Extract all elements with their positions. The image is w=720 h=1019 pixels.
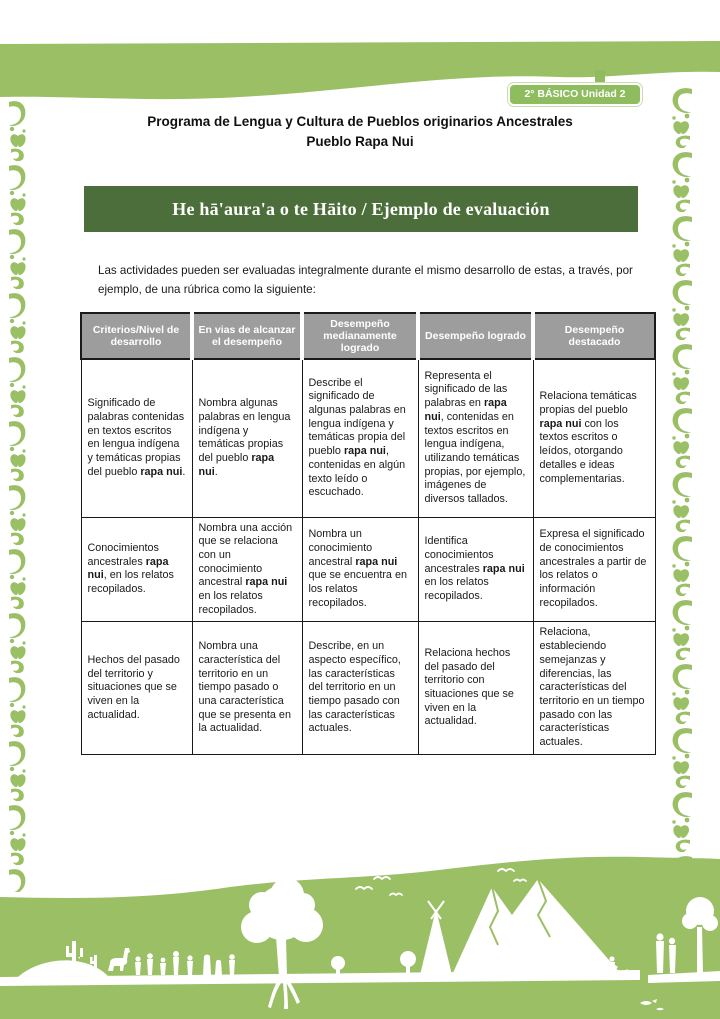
- rubric-cell: Identifica conocimientos ancestrales rapa nui en los relatos recopilados.: [418, 517, 533, 622]
- rubric-cell: Significado de palabras contenidas en textos escritos en lengua indígena y temáticas propias del pueblo rapa nui.: [81, 359, 192, 517]
- title-line-2: Pueblo Rapa Nui: [306, 134, 414, 149]
- intro-paragraph: Las actividades pueden ser evaluadas integralmente durante el mismo desarrollo de estas, a través, por ejemplo, de una rúbrica como la siguiente:: [98, 264, 633, 296]
- rubric-cell: Nombra algunas palabras en lengua indígena y temáticas propias del pueblo rapa nui.: [192, 359, 302, 517]
- rubric-header-en-vias: En vias de alcanzar el desempeño: [192, 313, 302, 359]
- rubric-header-logrado: Desempeño logrado: [418, 313, 533, 359]
- table-row: [81, 359, 655, 517]
- rubric-cell: Representa el significado de las palabras en rapa nui, contenidas en textos escritos en lengua indígena, utilizando temáticas propias, por ejemplo, imágenes de diversos tallados.: [418, 359, 533, 517]
- title-line-1: Programa de Lengua y Cultura de Pueblos originarios Ancestrales: [147, 114, 573, 129]
- rubric-cell: Expresa el significado de conocimientos ancestrales a partir de los relatos o información recopilados.: [533, 517, 655, 622]
- rubric-header-criteria: Criterios/Nivel de desarrollo: [81, 313, 192, 359]
- rapa-nui-pattern-right-icon: [667, 85, 695, 875]
- section-banner: He hā'aura'a o te Hāito / Ejemplo de evaluación: [84, 186, 638, 232]
- rubric-cell: Nombra una acción que se relaciona con un conocimiento ancestral rapa nui en los relatos recopilados.: [192, 517, 302, 622]
- rubric-cell: Describe el significado de algunas palabras en lengua indígena y temáticas propia del pueblo rapa nui, contenidas en algún texto leído o escuchado.: [302, 359, 418, 517]
- rubric-cell: Nombra una característica del territorio en un tiempo pasado o una característica que se presenta en la actualidad.: [192, 622, 302, 754]
- table-row: [81, 517, 655, 622]
- footer-landscape-illustration: [0, 853, 720, 1019]
- rubric-cell: Describe, en un aspecto específico, las características del territorio en un tiempo pasado con las características actuales.: [302, 622, 418, 754]
- rubric-header-row: [81, 313, 655, 359]
- rubric-table: [80, 312, 656, 755]
- document-title: [60, 112, 660, 152]
- rubric-cell: Relaciona hechos del pasado del territorio con situaciones que se viven en la actualidad.: [418, 622, 533, 754]
- rubric-cell: Relaciona, estableciendo semejanzas y diferencias, las características del territorio en un tiempo pasado con las características actuales.: [533, 622, 655, 754]
- table-row: [81, 622, 655, 754]
- rubric-cell: Nombra un conocimiento ancestral rapa nui que se encuentra en los relatos recopilados.: [302, 517, 418, 622]
- rubric-cell: Conocimientos ancestrales rapa nui, en los relatos recopilados.: [81, 517, 192, 622]
- rubric-header-destacado: Desempeño destacado: [533, 313, 655, 359]
- rapa-nui-pattern-left-icon: [6, 98, 29, 892]
- rubric-header-medianamente: Desempeño medianamente logrado: [302, 313, 418, 359]
- unit-badge: 2° BÁSICO Unidad 2: [508, 83, 642, 106]
- rubric-cell: Relaciona temáticas propias del pueblo rapa nui con los textos escritos o leídos, otorgando detalles e ideas complementarias.: [533, 359, 655, 517]
- rubric-cell: Hechos del pasado del territorio y situaciones que se viven en la actualidad.: [81, 622, 192, 754]
